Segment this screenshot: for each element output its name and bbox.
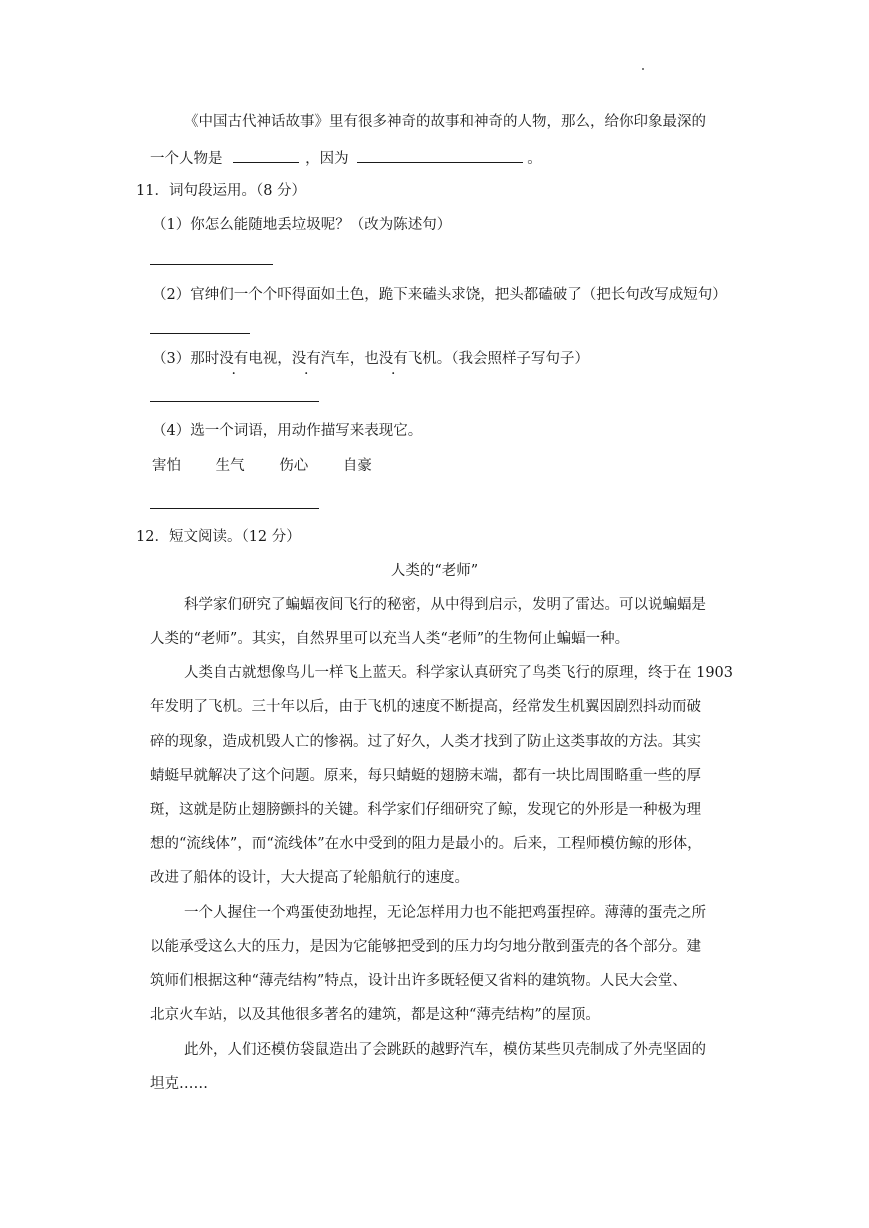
q11-answer-line-1[interactable] [150,264,273,265]
passage-line: 改进了船体的设计，大大提高了轮船航行的速度。 [150,870,469,886]
q11-answer-line-3[interactable] [150,401,319,402]
passage-title: 人类的“老师” [390,563,479,579]
page-mark-dot [642,68,644,70]
passage-line: 一个人握住一个鸡蛋使劲地捏，无论怎样用力也不能把鸡蛋捏碎。薄薄的蛋壳之所 [184,905,706,921]
word-choice-4: 自豪 [342,458,372,474]
passage-line: 碎的现象，造成机毁人亡的惨祸。过了好久，人类才找到了防止这类事故的方法。其实 [150,734,701,750]
q11-answer-line-2[interactable] [150,333,250,334]
q11-answer-line-4[interactable] [150,508,319,509]
q11-s3-part-c: 汽车，也 [320,351,379,367]
passage-line: 人类的“老师”。其实，自然界里可以充当人类“老师”的生物何止蝙蝠一种。 [150,631,630,647]
q10-answer-blank-character[interactable] [233,146,299,163]
passage-line: 科学家们研究了蝙蝠夜间飞行的秘密，从中得到启示，发明了雷达。可以说蝙蝠是 [184,597,706,613]
q11-sentence-3 [152,349,589,369]
passage-line: 以能承受这么大的压力，是因为它能够把受到的压力均匀地分散到蛋壳的各个部分。建 [150,939,701,955]
word-choice-3: 伤心 [279,458,309,474]
q11-heading: 11．词句段运用。（8 分） [136,183,307,199]
q11-s3-part-a: （3）那时 [152,351,220,367]
passage-line: 斑，这就是防止翅膀颤抖的关键。科学家们仔细研究了鲸，发现它的外形是一种极为理 [150,802,701,818]
q11-word-choices [152,456,402,476]
passage-line: 年发明了飞机。三十年以后，由于飞机的速度不断提高，经常发生机翼因剧烈抖动而破 [150,699,701,715]
q11-sentence-1: （1）你怎么能随地丢垃圾呢？（改为陈述句） [152,217,452,233]
emphasis-meiyou-3: 没有 [378,351,408,367]
emphasis-meiyou-1: 没有 [219,351,249,367]
q11-s3-part-b: 电视， [248,351,292,367]
q12-heading: 12．短文阅读。（12 分） [136,529,301,545]
q10-line2-end: 。 [527,151,542,167]
q11-sentence-2: （2）官绅们一个个吓得面如土色，跪下来磕头求饶，把头都磕破了（把长句改写成短句） [152,287,727,303]
q10-line1: 《中国古代神话故事》里有很多神奇的故事和神奇的人物，那么，给你印象最深的 [184,114,706,130]
q10-answer-blank-reason[interactable] [357,146,523,163]
passage-line: 坦克…… [150,1076,208,1092]
passage-line: 人类自古就想像鸟儿一样飞上蓝天。科学家认真研究了鸟类飞行的原理，终于在 1903 [184,665,734,681]
passage-line: 蜻蜓早就解决了这个问题。原来，每只蜻蜓的翅膀末端，都有一块比周围略重一些的厚 [150,768,701,784]
passage-line: 此外，人们还模仿袋鼠造出了会跳跃的越野汽车，模仿某些贝壳制成了外壳坚固的 [184,1042,706,1058]
q10-line2-because: ，因为 [305,151,349,167]
emphasis-meiyou-2: 没有 [291,351,321,367]
word-choice-1: 害怕 [152,458,181,474]
passage-line: 北京火车站，以及其他很多著名的建筑，都是这种“薄壳结构”的屋顶。 [150,1007,600,1023]
q10-line2 [150,146,542,169]
word-choice-2: 生气 [215,458,245,474]
passage-line: 想的“流线体”，而“流线体”在水中受到的阻力是最小的。后来，工程师模仿鲸的形体， [150,836,702,852]
q11-sentence-4: （4）选一个词语，用动作描写来表现它。 [152,423,423,439]
passage-line: 筑师们根据这种“薄壳结构”特点，设计出许多既轻便又省料的建筑物。人民大会堂、 [150,973,687,989]
q10-line2-prefix: 一个人物是 [150,151,223,167]
q11-s3-part-d: 飞机。（我会照样子写句子） [407,351,589,367]
